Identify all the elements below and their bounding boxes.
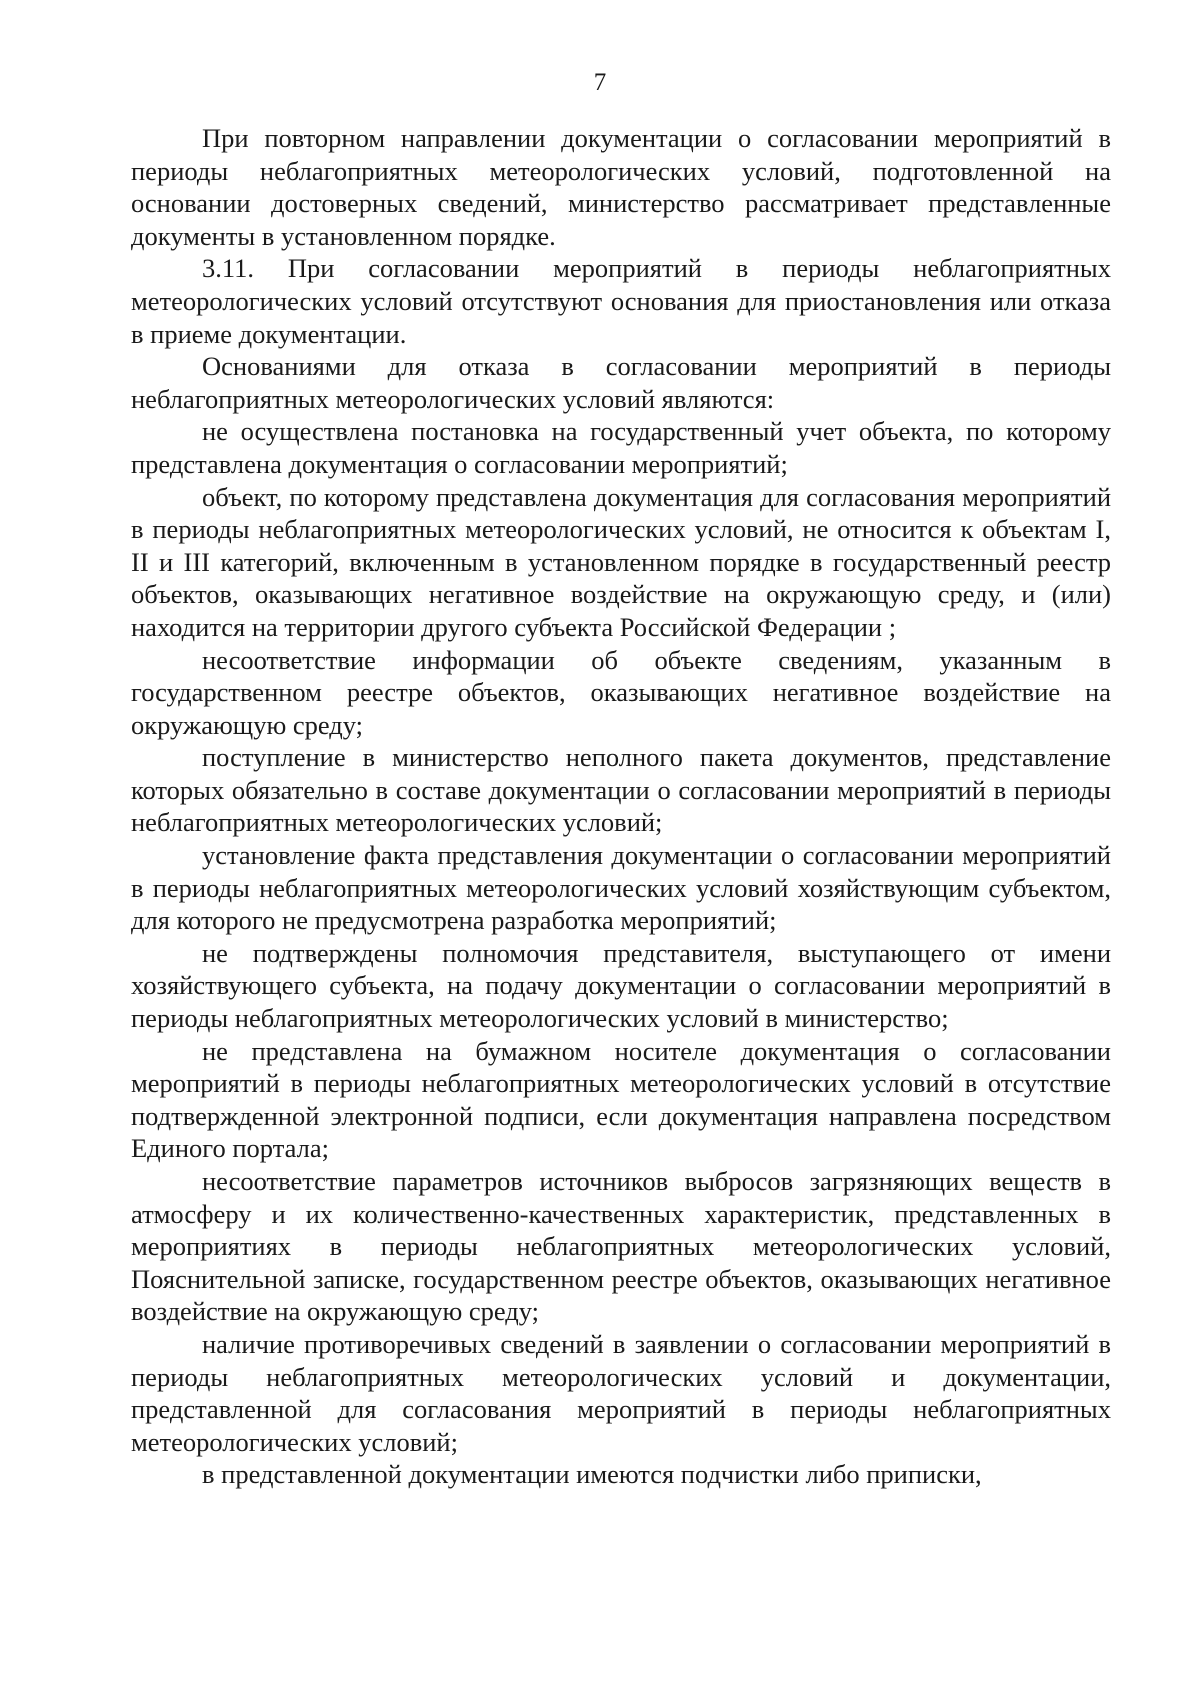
page-number: 7 bbox=[593, 69, 607, 96]
list-item-not-required-entity: установление факта представления документации о согласовании мероприятий в периоды неблагоприятных метеорологических условий хозяйствующим субъектом, для которого не предусмотрена разработка мероприятий; bbox=[131, 840, 1111, 936]
paragraph-3-11: 3.11. При согласовании мероприятий в периоды неблагоприятных метеорологических условий отсутствуют основания для приостановления или отказа в приеме документации. bbox=[131, 253, 1111, 349]
list-item-authority-not-confirmed: не подтверждены полномочия представителя, выступающего от имени хозяйствующего субъекта, на подачу документации о согласовании мероприятий в периоды неблагоприятных метеорологических условий в министерство; bbox=[131, 937, 1111, 1034]
paragraph-refusal-grounds-intro: Основаниями для отказа в согласовании мероприятий в периоды неблагоприятных метеорологических условий являются: bbox=[131, 351, 1111, 414]
list-item-contradictory-info: наличие противоречивых сведений в заявлении о согласовании мероприятий в периоды неблагоприятных метеорологических условий и документации, представленной для согласования мероприятий в периоды неблагоприятных метеорологических условий; bbox=[131, 1328, 1111, 1457]
list-item-no-paper-copy: не представлена на бумажном носителе документация о согласовании мероприятий в периоды неблагоприятных метеорологических условий в отсутствие подтвержденной электронной подписи, если документация направлена посредством Единого портала; bbox=[131, 1035, 1111, 1164]
list-item-info-mismatch: несоответствие информации об объекте сведениям, указанным в государственном реестре объектов, оказывающих негативное воздействие на окружающую среду; bbox=[131, 644, 1111, 740]
document-body bbox=[131, 122, 1111, 1491]
list-item-erasures: в представленной документации имеются подчистки либо приписки, bbox=[202, 1459, 982, 1490]
list-item-parameter-mismatch: несоответствие параметров источников выбросов загрязняющих веществ в атмосферу и их количественно-качественных характеристик, представленных в мероприятиях в периоды неблагоприятных метеорологических условий, Пояснительной записке, государственном реестре объектов, оказывающих негативное воздействие на окружающую среду; bbox=[131, 1166, 1111, 1327]
list-item-not-registered: не осуществлена постановка на государственный учет объекта, по которому представлена документация о согласовании мероприятий; bbox=[131, 416, 1111, 479]
list-item-incomplete-package: поступление в министерство неполного пакета документов, представление которых обязательно в составе документации о согласовании мероприятий в периоды неблагоприятных метеорологических условий; bbox=[131, 742, 1111, 838]
paragraph-resubmission: При повторном направлении документации о согласовании мероприятий в периоды неблагоприятных метеорологических условий, подготовленной на основании достоверных сведений, министерство рассматривает представленные документы в установленном порядке. bbox=[131, 123, 1111, 251]
list-item-not-category-object: объект, по которому представлена документация для согласования мероприятий в периоды неблагоприятных метеорологических условий, не относится к объектам I, II и III категорий, включенным в установленном порядке в государственный реестр объектов, оказывающих негативное воздействие на окружающую среду, и (или) находится на территории другого субъекта Российской Федерации ; bbox=[131, 481, 1111, 642]
